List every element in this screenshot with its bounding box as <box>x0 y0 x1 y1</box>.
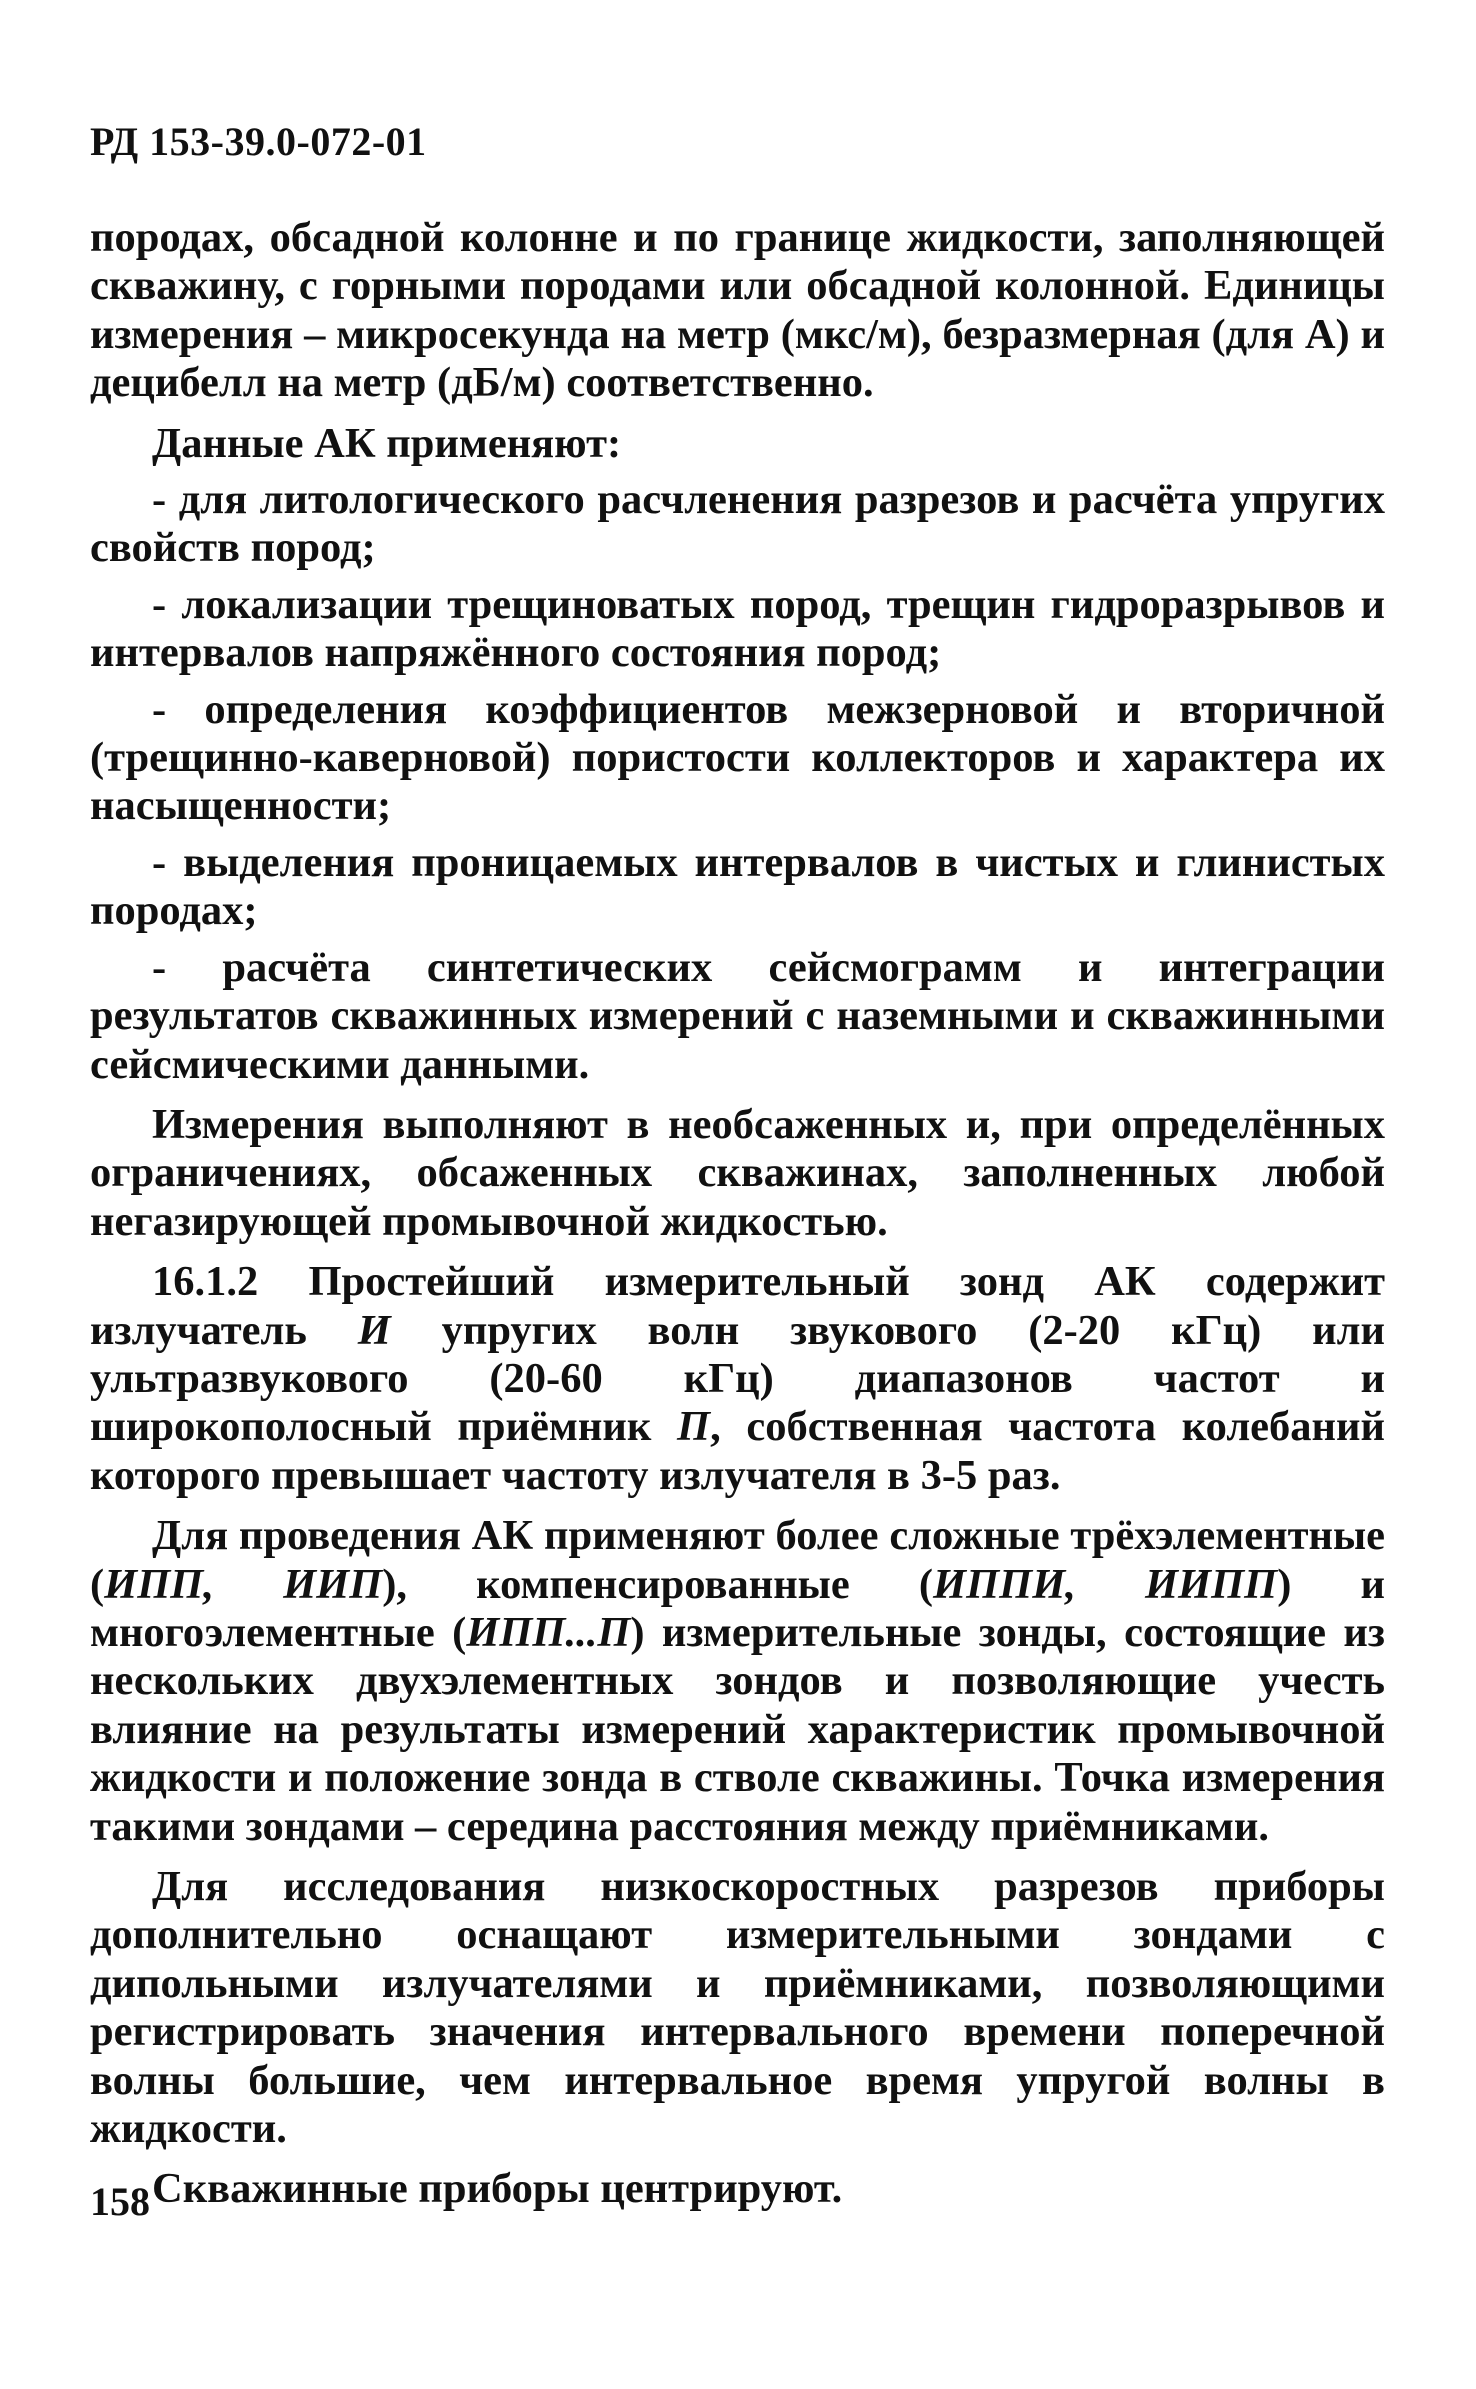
paragraph-centering: Скважинные приборы центрируют. <box>152 2165 843 2213</box>
list-item-seismograms: - расчёта синтетических сейсмограмм и интеграции результатов скважинных измерений с наземными и скважинными сейсмическими данными. <box>90 943 1385 1088</box>
probe-type-three-element: ИПП, ИИП <box>104 1560 383 1608</box>
list-item-porosity: - определения коэффициентов межзерновой и вторичной (трещинно-каверновой) пористости коллекторов и характера их насыщенности; <box>90 685 1385 830</box>
page-body <box>90 214 1385 2214</box>
paragraph-16-1-2 <box>90 1258 1385 1500</box>
receiver-symbol: П <box>677 1403 711 1451</box>
list-item-permeable: - выделения проницаемых интервалов в чистых и глинистых породах; <box>90 838 1385 935</box>
text-fragment: , собственная частота колебаний которого превышает частоту излучателя в 3-5 раз. <box>90 1403 1386 1499</box>
text-fragment: ), компенсированные ( <box>382 1560 934 1608</box>
text-fragment: 16.1.2 Простейший измерительный зонд АК содержит излучатель <box>90 1258 1385 1354</box>
text-fragment: Для проведения АК применяют более сложные трёхэлементные ( <box>90 1512 1385 1608</box>
paragraph-continuation: породах, обсадной колонне и по границе жидкости, заполняющей скважину, с горными породами или обсадной колонной. Единицы измерения – микросекунда на метр (мкс/м), безразмерная (для A) и децибелл на метр (дБ/м) соответственно. <box>90 214 1385 407</box>
paragraph-probes <box>90 1512 1385 1851</box>
document-code: РД 153-39.0-072-01 <box>90 119 427 164</box>
emitter-symbol: И <box>357 1306 391 1354</box>
paragraph-measurements: Измерения выполняют в необсаженных и, при определённых ограничениях, обсаженных скважинах, заполненных любой негазирующей промывочной жидкостью. <box>90 1100 1385 1245</box>
paragraph-low-speed: Для исследования низкоскоростных разрезов приборы дополнительно оснащают измерительными зондами с дипольными излучателями и приёмниками, позволяющими регистрировать значения интервального времени поперечной волны большие, чем интервальное время упругой волны в жидкости. <box>90 1863 1385 2153</box>
page-number: 158 <box>90 2179 150 2224</box>
text-fragment: ) и многоэлементные ( <box>90 1560 1385 1656</box>
paragraph-uses-intro: Данные АК применяют: <box>152 419 622 467</box>
text-fragment: упругих волн звукового (2-20 кГц) или ультразвукового (20-60 кГц) диапазонов частот и широкополосный приёмник <box>90 1306 1385 1451</box>
list-item-fractures: - локализации трещиноватых пород, трещин гидроразрывов и интервалов напряжённого состояния пород; <box>90 580 1385 677</box>
text-fragment: ) измерительные зонды, состоящие из нескольких двухэлементных зондов и позволяющие учесть влияние на результаты измерений характеристик промывочной жидкости и положение зонда в стволе скважины. Точка измерения такими зондами – середина расстояния между приёмниками. <box>90 1608 1385 1850</box>
probe-type-compensated: ИППИ, ИИПП <box>933 1560 1278 1608</box>
list-item-lithology: - для литологического расчленения разрезов и расчёта упругих свойств пород; <box>90 476 1385 572</box>
probe-type-multi-element: ИПП...П <box>466 1608 631 1656</box>
